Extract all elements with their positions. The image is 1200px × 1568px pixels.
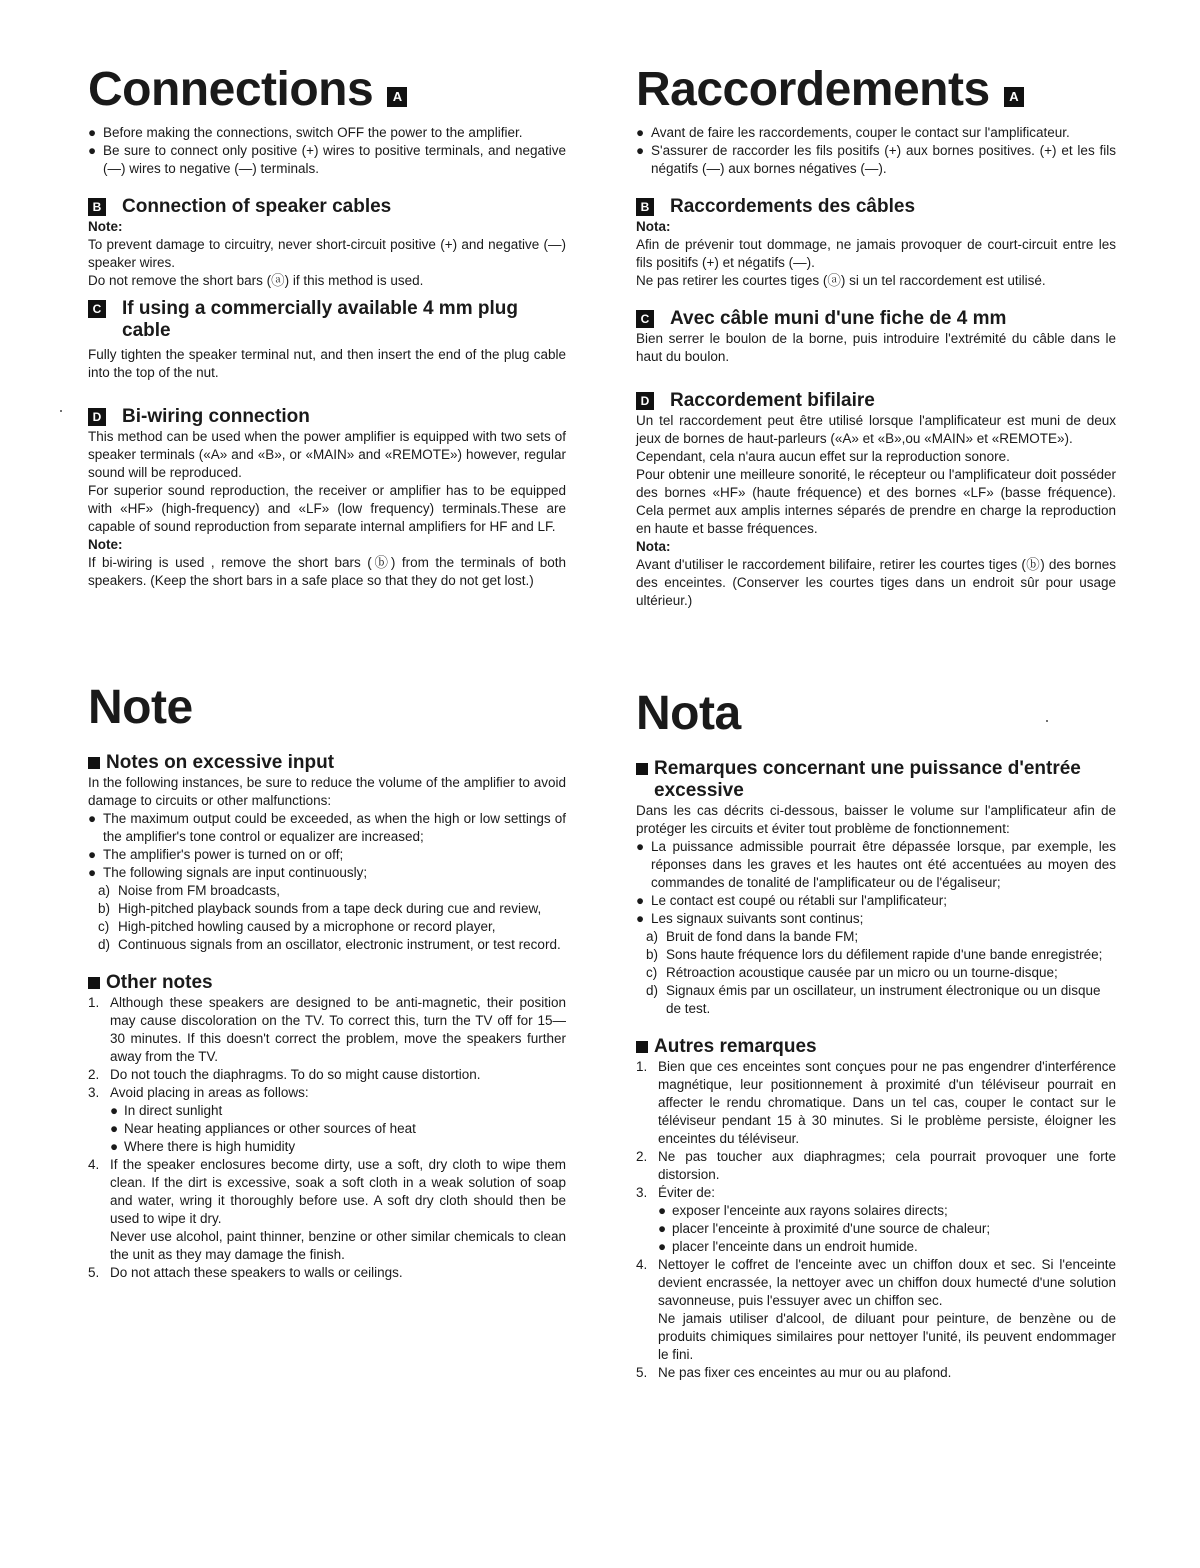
section-c-tag: C [88, 300, 106, 318]
paragraph: To prevent damage to circuitry, never short-circuit positive (+) and negative (—) speaker wires. [88, 237, 566, 270]
bullet-icon: ● [658, 1203, 667, 1218]
numbered-item: 1. Although these speakers are designed to be anti-magnetic, their position may cause discoloration on the TV. To correct this, turn the TV off for 15—30 minutes. If this doesn't correct the problem, move the speakers further away from the TV. [88, 995, 566, 1064]
sub-bullet-item: ● placer l'enceinte à proximité d'une source de chaleur; [658, 1221, 991, 1236]
section-d-heading: D Raccordement bifilaire [636, 390, 1116, 412]
raccordements-column [636, 60, 1116, 610]
connections-title [88, 60, 566, 120]
square-bullet-icon [88, 977, 100, 989]
section-c-heading: C Avec câble muni d'une fiche de 4 mm [636, 308, 1116, 330]
numbered-item: 4. Nettoyer le coffret de l'enceinte avec un chiffon doux et sec. Si l'enceinte devient encrassée, la nettoyer avec un chiffon doux humecté d'une solution savonneuse, puis l'essuyer avec un chiffon sec. [636, 1257, 1116, 1308]
bullet-item: ● Le contact est coupé ou rétabli sur l'amplificateur; [636, 893, 947, 908]
sub-item: a) Noise from FM broadcasts, [98, 883, 281, 898]
bullet-item: ● Be sure to connect only positive (+) wires to positive terminals, and negative (—) wires to negative (—) terminals. [88, 143, 566, 176]
paragraph: This method can be used when the power amplifier is equipped with two sets of speaker terminals («A» and «B», or «MAIN» and «REMOTE») however, regular sound will be reproduced. [88, 429, 566, 480]
bullet-icon: ● [88, 143, 97, 158]
bullet-item: ● S'assurer de raccorder les fils positifs (+) aux bornes positives. (+) et les fils négatifs (—) aux bornes négatives (—). [636, 143, 1116, 176]
bullet-item: ● Avant de faire les raccordements, couper le contact sur l'amplificateur. [636, 125, 1070, 140]
paragraph: Cependant, cela n'aura aucun effet sur la reproduction sonore. [636, 449, 1010, 464]
paragraph: Dans les cas décrits ci-dessous, baisser le volume sur l'amplificateur afin de protéger les circuits et éviter tout problème de fonctionnement: [636, 803, 1116, 836]
note-label: Nota: [636, 539, 671, 554]
bullet-item: ● Before making the connections, switch OFF the power to the amplifier. [88, 125, 523, 140]
section-b-tag: B [88, 198, 106, 216]
paragraph: Ne pas retirer les courtes tiges (ⓐ) si un tel raccordement est utilisé. [636, 273, 1046, 288]
bullet-icon: ● [636, 839, 645, 854]
raccordements-title [636, 60, 1116, 120]
sub-item: b) Sons haute fréquence lors du défilement rapide d'une bande enregistrée; [646, 947, 1103, 962]
nota-title: Nota [636, 687, 741, 740]
numbered-item: 3. Avoid placing in areas as follows: [88, 1085, 309, 1100]
note-label: Nota: [636, 219, 671, 234]
section-c-tag: C [636, 310, 654, 328]
bullet-item: ● Les signaux suivants sont continus; [636, 911, 864, 926]
note-label: Note: [88, 537, 123, 552]
section-a-tag: A [1004, 87, 1024, 107]
paragraph: For superior sound reproduction, the receiver or amplifier has to be equipped with «HF» (high-frequency) and «LF» (low frequency) terminals.These are capable of sound reproduction from separate internal amplifiers for HF and LF. [88, 483, 566, 534]
numbered-item: 4. If the speaker enclosures become dirty, use a soft, dry cloth to wipe them clean. If the dirt is excessive, soak a soft cloth in a weak solution of soap and water, wring it thoroughly before use. A soft dry cloth should then be used to wipe it dry. [88, 1157, 566, 1226]
sub-bullet-item: ● placer l'enceinte dans un endroit humide. [658, 1239, 918, 1254]
paragraph: Pour obtenir une meilleure sonorité, le récepteur ou l'amplificateur doit posséder des bornes «HF» (haute fréquence) et des bornes «LF» (basse fréquence). Cela permet aux amplis internes séparés de prendre en charge la reproduction en haute et basse fréquences. [636, 467, 1116, 536]
bullet-icon: ● [658, 1221, 667, 1236]
bullet-icon: ● [110, 1139, 119, 1154]
bullet-icon: ● [636, 893, 645, 908]
bullet-icon: ● [636, 125, 645, 140]
other-notes-heading: Other notes [88, 972, 566, 994]
bullet-item: ● The following signals are input continuously; [88, 865, 368, 880]
numbered-item-continued: Ne jamais utiliser d'alcool, de diluant pour peinture, de benzène ou de produits chimiques similaires pour nettoyer l'unité, ils peuvent endommager le fini. [658, 1311, 1116, 1362]
sub-item: d) Continuous signals from an oscillator, electronic instrument, or test record. [98, 937, 561, 952]
section-b-tag: B [636, 198, 654, 216]
paragraph: Avant d'utiliser le raccordement bilifaire, retirer les courtes tiges (ⓑ) des bornes des enceintes. (Conserver les courtes tiges dans un endroit sûr pour usage ultérieur.) [636, 557, 1116, 608]
bullet-item: ● The maximum output could be exceeded, as when the high or low settings of the amplifier's tone control or equalizer are increased; [88, 811, 566, 844]
sub-item: d) Signaux émis par un oscillateur, un instrument électronique ou un disque de test. [646, 983, 1101, 1016]
paragraph: In the following instances, be sure to reduce the volume of the amplifier to avoid damage to circuits or other malfunctions: [88, 775, 566, 808]
autres-remarques-heading: Autres remarques [636, 1036, 1116, 1058]
bullet-icon: ● [110, 1121, 119, 1136]
square-bullet-icon [636, 1041, 648, 1053]
paragraph: If bi-wiring is used , remove the short bars (ⓑ) from the terminals of both speakers. (Keep the short bars in a safe place so that they do not get lost.) [88, 555, 566, 588]
bullet-icon: ● [658, 1239, 667, 1254]
bullet-icon: ● [88, 811, 97, 826]
section-a-tag: A [387, 87, 407, 107]
note-column [88, 678, 566, 1282]
section-d-tag: D [636, 392, 654, 410]
bullet-icon: ● [88, 865, 97, 880]
section-d-heading: D Bi-wiring connection [88, 406, 566, 428]
puissance-heading: Remarques concernant une puissance d'entrée excessive [636, 758, 1116, 802]
bullet-item: ● The amplifier's power is turned on or off; [88, 847, 344, 862]
square-bullet-icon [88, 757, 100, 769]
sub-item: a) Bruit de fond dans la bande FM; [646, 929, 859, 944]
sub-item: c) Rétroaction acoustique causée par un micro ou un tourne-disque; [646, 965, 1058, 980]
numbered-item: 1. Bien que ces enceintes sont conçues pour ne pas engendrer d'interférence magnétique, leur positionnement à proximité d'un téléviseur pourrait en affecter le rendu chromatique. Dans un tel cas, couper le contact sur le téléviseur pendant 15 à 30 minutes. Si le problème persiste, éloigner les enceintes du téléviseur. [636, 1059, 1116, 1146]
section-c-heading: C If using a commercially available 4 mm plug cable [88, 298, 566, 342]
sub-bullet-item: ● exposer l'enceinte aux rayons solaires directs; [658, 1203, 948, 1218]
bullet-item: ● La puissance admissible pourrait être dépassée lorsque, par exemple, les réponses dans les graves et les hautes ont été accentuées au moyen des commandes de tonalité de l'amplificateur ou de l'égaliseur; [636, 839, 1116, 890]
paragraph: Un tel raccordement peut être utilisé lorsque l'amplificateur est muni de deux jeux de bornes de haut-parleurs («A» et «B»,ou «MAIN» et «REMOTE»). [636, 413, 1116, 446]
bullet-icon: ● [636, 143, 645, 158]
nota-column [636, 678, 1116, 1382]
excessive-input-heading: Notes on excessive input [88, 752, 566, 774]
paragraph: Fully tighten the speaker terminal nut, and then insert the end of the plug cable into the top of the nut. [88, 347, 566, 380]
note-label: Note: [88, 219, 123, 234]
square-bullet-icon [636, 763, 648, 775]
numbered-item-continued: Never use alcohol, paint thinner, benzine or other similar chemicals to clean the unit as they may damage the finish. [110, 1229, 566, 1262]
connections-column [88, 60, 566, 590]
section-b-heading: B Raccordements des câbles [636, 196, 1116, 218]
paragraph: Afin de prévenir tout dommage, ne jamais provoquer de court-circuit entre les fils positifs (+) et négatifs (—). [636, 237, 1116, 270]
bullet-icon: ● [88, 125, 97, 140]
raccordements-title-text: Raccordements [636, 63, 990, 116]
numbered-item: 5. Do not attach these speakers to walls or ceilings. [88, 1265, 403, 1280]
sub-bullet-item: ● Near heating appliances or other sources of heat [110, 1121, 416, 1136]
paragraph: Bien serrer le boulon de la borne, puis introduire l'extrémité du câble dans le haut du boulon. [636, 331, 1116, 364]
scan-speck [60, 410, 62, 412]
section-b-heading: B Connection of speaker cables [88, 196, 566, 218]
numbered-item: 2. Ne pas toucher aux diaphragmes; cela pourrait provoquer une forte distorsion. [636, 1149, 1116, 1182]
connections-title-text: Connections [88, 63, 374, 116]
section-d-tag: D [88, 408, 106, 426]
bullet-icon: ● [636, 911, 645, 926]
scan-speck [1046, 720, 1048, 722]
sub-item: c) High-pitched howling caused by a microphone or record player, [98, 919, 496, 934]
sub-bullet-item: ● Where there is high humidity [110, 1139, 296, 1154]
numbered-item: 5. Ne pas fixer ces enceintes au mur ou au plafond. [636, 1365, 952, 1380]
bullet-icon: ● [88, 847, 97, 862]
note-title: Note [88, 681, 193, 734]
bullet-icon: ● [110, 1103, 119, 1118]
sub-item: b) High-pitched playback sounds from a tape deck during cue and review, [98, 901, 542, 916]
numbered-item: 2. Do not touch the diaphragms. To do so might cause distortion. [88, 1067, 481, 1082]
sub-bullet-item: ● In direct sunlight [110, 1103, 223, 1118]
paragraph: Do not remove the short bars (ⓐ) if this method is used. [88, 273, 424, 288]
numbered-item: 3. Éviter de: [636, 1185, 716, 1200]
